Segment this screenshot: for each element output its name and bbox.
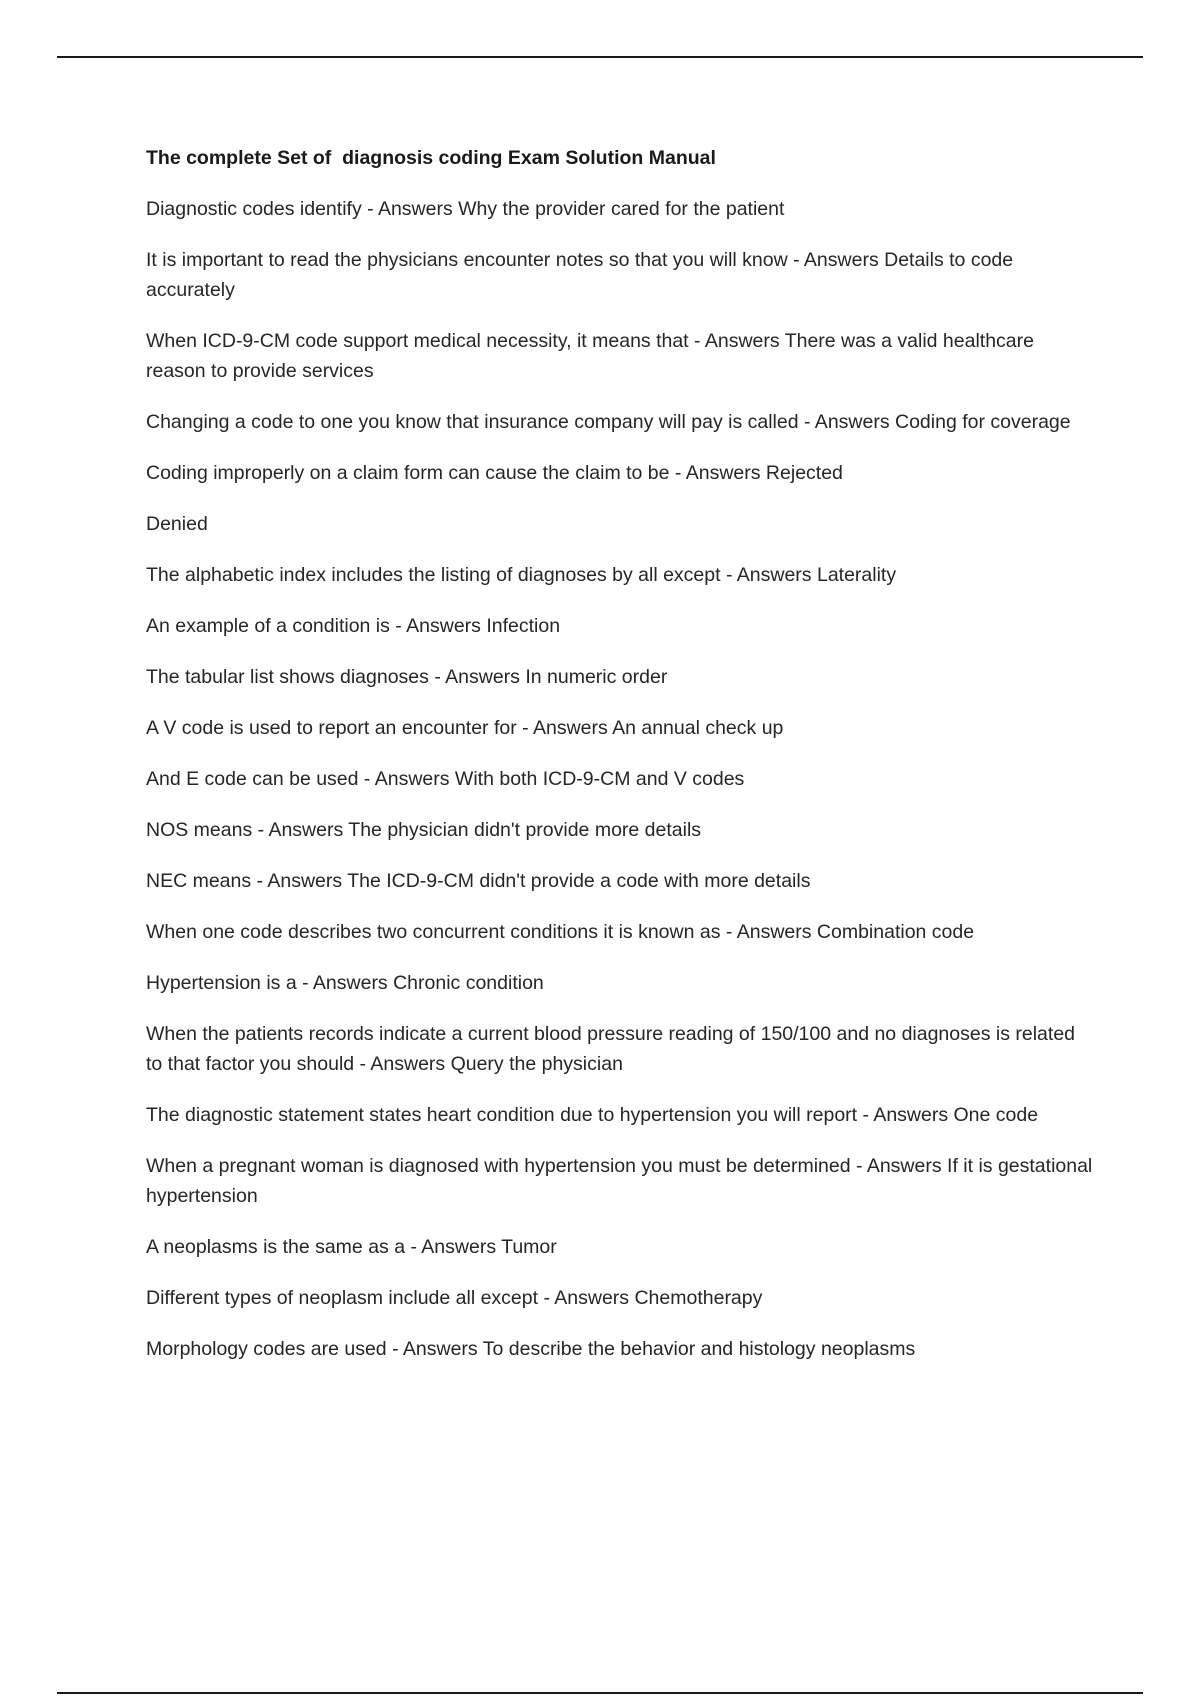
qa-line: Different types of neoplasm include all except - Answers Chemotherapy: [146, 1287, 763, 1309]
top-divider: [57, 56, 1143, 58]
document-body: [146, 143, 1096, 1364]
qa-line: Coding improperly on a claim form can cause the claim to be - Answers Rejected: [146, 462, 843, 484]
document-title: The complete Set of diagnosis coding Exam Solution Manual: [146, 147, 716, 169]
qa-line: Denied: [146, 513, 208, 535]
qa-line: Diagnostic codes identify - Answers Why the provider cared for the patient: [146, 198, 785, 220]
qa-line: An example of a condition is - Answers Infection: [146, 615, 561, 637]
qa-line: When the patients records indicate a current blood pressure reading of 150/100 and no diagnoses is related to that factor you should - Answers Query the physician: [146, 1023, 1076, 1075]
qa-line: When ICD-9-CM code support medical necessity, it means that - Answers There was a valid healthcare reason to provide services: [146, 330, 1034, 382]
qa-line: When a pregnant woman is diagnosed with hypertension you must be determined - Answers If it is gestational hypertension: [146, 1155, 1093, 1207]
qa-line: A neoplasms is the same as a - Answers Tumor: [146, 1236, 557, 1258]
qa-list: [146, 194, 1096, 1364]
qa-line: The alphabetic index includes the listing of diagnoses by all except - Answers Laterality: [146, 564, 897, 586]
qa-line: NOS means - Answers The physician didn't provide more details: [146, 819, 702, 841]
qa-line: It is important to read the physicians encounter notes so that you will know - Answers Details to code accurately: [146, 249, 1014, 301]
qa-line: Changing a code to one you know that insurance company will pay is called - Answers Coding for coverage: [146, 411, 1071, 433]
qa-line: A V code is used to report an encounter for - Answers An annual check up: [146, 717, 784, 739]
qa-line: The tabular list shows diagnoses - Answers In numeric order: [146, 666, 668, 688]
qa-line: The diagnostic statement states heart condition due to hypertension you will report - Answers One code: [146, 1104, 1039, 1126]
bottom-divider: [57, 1692, 1143, 1694]
qa-line: Hypertension is a - Answers Chronic condition: [146, 972, 544, 994]
qa-line: When one code describes two concurrent conditions it is known as - Answers Combination code: [146, 921, 975, 943]
qa-line: NEC means - Answers The ICD-9-CM didn't provide a code with more details: [146, 870, 811, 892]
qa-line: Morphology codes are used - Answers To describe the behavior and histology neoplasms: [146, 1338, 916, 1360]
qa-line: And E code can be used - Answers With both ICD-9-CM and V codes: [146, 768, 745, 790]
